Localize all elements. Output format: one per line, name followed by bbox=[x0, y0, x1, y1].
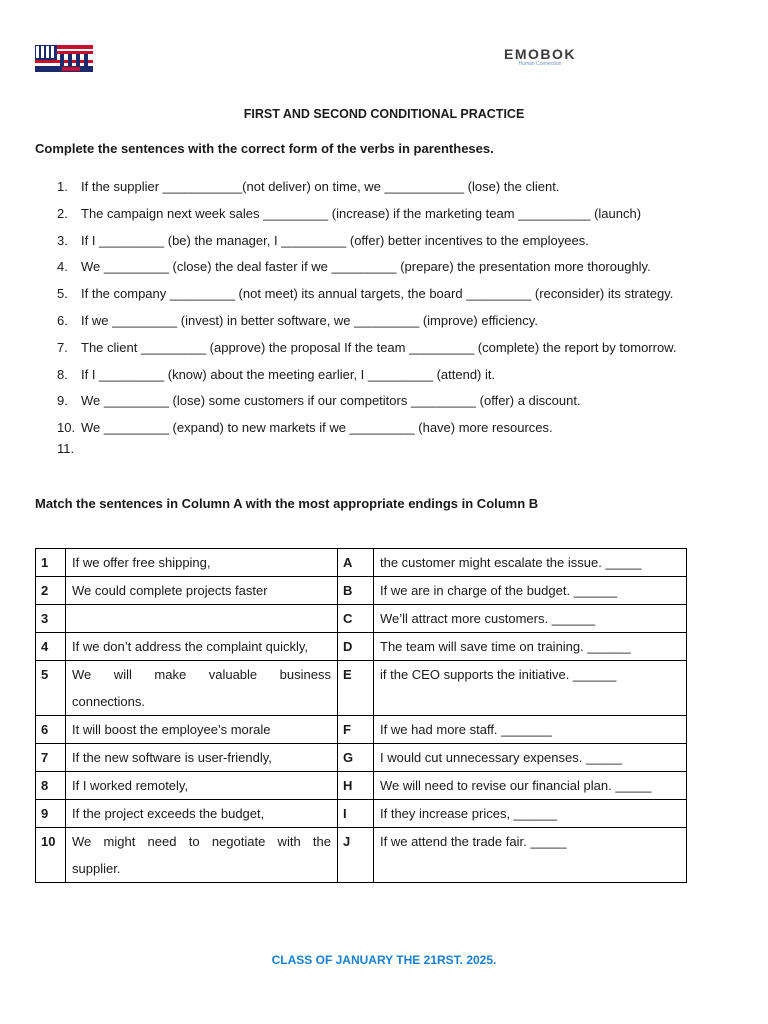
column-b-cell: if the CEO supports the initiative. ______ bbox=[374, 661, 687, 716]
item-number: 9. bbox=[57, 393, 68, 409]
part2-instruction: Match the sentences in Column A with the most appropriate endings in Column B bbox=[35, 496, 539, 511]
flag-logo-icon bbox=[34, 44, 94, 73]
item-number: 3. bbox=[57, 232, 68, 248]
table-row bbox=[36, 800, 687, 828]
column-a-cell: If the new software is user-friendly, bbox=[66, 744, 338, 772]
list-item bbox=[35, 201, 735, 228]
column-a-cell: If the project exceeds the budget, bbox=[66, 800, 338, 828]
item-text: If the supplier ___________(not deliver) on time, we ___________ (lose) the client. bbox=[81, 179, 560, 194]
item-text: If we _________ (invest) in better software, we _________ (improve) efficiency. bbox=[81, 312, 538, 328]
column-a-cell: We could complete projects faster bbox=[66, 577, 338, 605]
emobok-logo bbox=[470, 46, 610, 67]
table-row bbox=[36, 828, 687, 883]
row-number: 4 bbox=[36, 633, 66, 661]
column-b-cell: We’ll attract more customers. ______ bbox=[374, 605, 687, 633]
row-number: 3 bbox=[36, 605, 66, 633]
list-item bbox=[35, 362, 735, 389]
item-text: The campaign next week sales _________ (increase) if the marketing team __________ (launch) bbox=[81, 205, 642, 221]
column-b-letter: F bbox=[338, 716, 374, 744]
column-b-letter: I bbox=[338, 800, 374, 828]
column-b-letter: B bbox=[338, 577, 374, 605]
column-a-cell: If we don’t address the complaint quickly, bbox=[66, 633, 338, 661]
row-number: 6 bbox=[36, 716, 66, 744]
item-text: We _________ (expand) to new markets if we _________ (have) more resources. bbox=[81, 420, 553, 436]
column-b-cell: the customer might escalate the issue. _____ bbox=[374, 549, 687, 577]
column-a-cell bbox=[66, 605, 338, 633]
column-b-letter: A bbox=[338, 549, 374, 577]
column-b-letter: J bbox=[338, 828, 374, 883]
item-number: 6. bbox=[57, 312, 68, 328]
column-b-letter: E bbox=[338, 661, 374, 716]
table-row bbox=[36, 744, 687, 772]
table-row bbox=[36, 772, 687, 800]
row-number: 2 bbox=[36, 577, 66, 605]
matching-table bbox=[35, 548, 687, 883]
table-row bbox=[36, 716, 687, 744]
item-text: We _________ (lose) some customers if our competitors _________ (offer) a discount. bbox=[81, 393, 581, 409]
item-number: 10. bbox=[57, 420, 76, 436]
column-b-cell: If we attend the trade fair. _____ bbox=[374, 828, 687, 883]
column-b-cell: The team will save time on training. ______ bbox=[374, 633, 687, 661]
column-b-cell: If we had more staff. _______ bbox=[374, 716, 687, 744]
brand-tagline: Human Connection bbox=[518, 61, 562, 67]
school-logo bbox=[34, 44, 94, 73]
list-item bbox=[35, 228, 735, 255]
list-item bbox=[35, 415, 735, 442]
column-b-cell: I would cut unnecessary expenses. _____ bbox=[374, 744, 687, 772]
brand-name: EMOBOK bbox=[504, 46, 576, 62]
column-a-cell: It will boost the employee’s morale bbox=[66, 716, 338, 744]
list-item bbox=[35, 308, 735, 335]
document-title: FIRST AND SECOND CONDITIONAL PRACTICE bbox=[243, 107, 525, 121]
row-number: 7 bbox=[36, 744, 66, 772]
column-a-cell: We might need to negotiate with the supplier. bbox=[66, 828, 338, 883]
column-b-letter: D bbox=[338, 633, 374, 661]
list-item bbox=[35, 281, 735, 308]
list-item bbox=[35, 335, 735, 362]
table-row bbox=[36, 661, 687, 716]
item-text: We _________ (close) the deal faster if we _________ (prepare) the presentation more thoroughly. bbox=[81, 259, 651, 275]
column-b-letter: C bbox=[338, 605, 374, 633]
part1-instruction: Complete the sentences with the correct form of the verbs in parentheses. bbox=[35, 141, 494, 156]
item-number: 5. bbox=[57, 286, 68, 302]
item-text: The client _________ (approve) the proposal If the team _________ (complete) the report by tomorrow. bbox=[81, 339, 677, 355]
row-number: 8 bbox=[36, 772, 66, 800]
row-number: 1 bbox=[36, 549, 66, 577]
column-b-cell: If they increase prices, ______ bbox=[374, 800, 687, 828]
item-number: 1. bbox=[57, 179, 68, 194]
list-item bbox=[35, 388, 735, 415]
row-number: 9 bbox=[36, 800, 66, 828]
footer-class-date: CLASS OF JANUARY THE 21RST. 2025. bbox=[271, 953, 497, 967]
item-number: 2. bbox=[57, 205, 68, 221]
item-number: 4. bbox=[57, 259, 68, 275]
table-row bbox=[36, 633, 687, 661]
column-a-cell: We will make valuable business connections. bbox=[66, 661, 338, 716]
column-b-letter: H bbox=[338, 772, 374, 800]
column-b-letter: G bbox=[338, 744, 374, 772]
column-b-cell: We will need to revise our financial plan. _____ bbox=[374, 772, 687, 800]
item-number: 7. bbox=[57, 339, 68, 355]
table-row bbox=[36, 549, 687, 577]
column-b-cell: If we are in charge of the budget. ______ bbox=[374, 577, 687, 605]
fill-in-exercise-list bbox=[35, 174, 735, 456]
item-text: If the company _________ (not meet) its annual targets, the board _________ (reconsider) its strategy. bbox=[81, 286, 674, 302]
item-number: 8. bbox=[57, 366, 68, 382]
table-row bbox=[36, 605, 687, 633]
list-item bbox=[35, 174, 735, 201]
item-text: If I _________ (know) about the meeting earlier, I _________ (attend) it. bbox=[81, 366, 496, 382]
table-row bbox=[36, 577, 687, 605]
row-number: 10 bbox=[36, 828, 66, 883]
item-text: If I _________ (be) the manager, I _________ (offer) better incentives to the employees. bbox=[81, 232, 589, 248]
column-a-cell: If I worked remotely, bbox=[66, 772, 338, 800]
column-a-cell: If we offer free shipping, bbox=[66, 549, 338, 577]
row-number: 5 bbox=[36, 661, 66, 716]
list-item bbox=[35, 254, 735, 281]
item-number: 11. bbox=[57, 440, 75, 456]
